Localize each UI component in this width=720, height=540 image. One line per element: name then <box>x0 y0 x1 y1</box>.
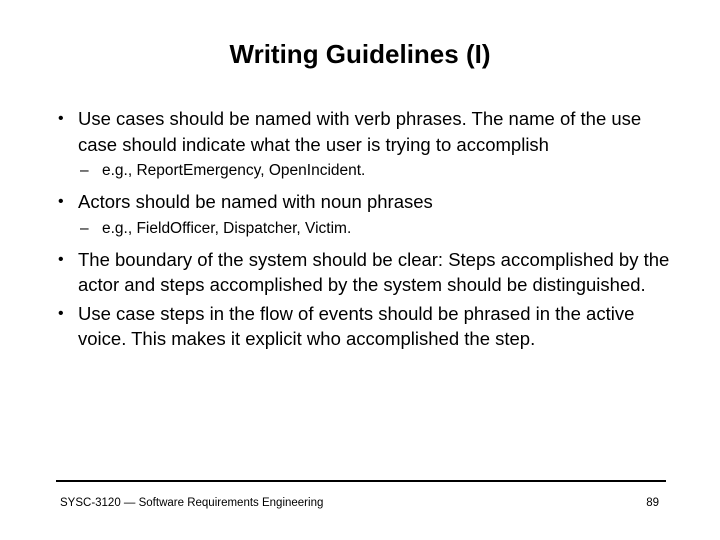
footer-course-label: SYSC-3120 — Software Requirements Engineering <box>60 497 324 509</box>
slide-content <box>58 106 670 352</box>
footer-divider <box>56 480 666 482</box>
bullet-item <box>58 247 670 298</box>
bullet-item <box>58 106 670 157</box>
bullet-marker: • <box>58 250 64 268</box>
sub-bullet-text: e.g., ReportEmergency, OpenIncident. <box>102 162 366 179</box>
slide-title: Writing Guidelines (I) <box>229 39 491 69</box>
bullet-marker: • <box>58 193 64 210</box>
sub-bullet-item <box>58 218 670 240</box>
bullet-marker: • <box>58 110 64 127</box>
sub-bullet-text: e.g., FieldOfficer, Dispatcher, Victim. <box>102 219 352 237</box>
bullet-text: Use case steps in the flow of events should be phrased in the active voice. This makes it explicit who accomplished the step. <box>78 302 635 349</box>
bullet-text: Use cases should be named with verb phrases. The name of the use case should indicate what the user is trying to accomplish <box>78 108 642 155</box>
bullet-item <box>58 301 670 352</box>
sub-bullet-marker: – <box>80 162 89 179</box>
bullet-text: Actors should be named with noun phrases <box>78 191 433 212</box>
bullet-marker: • <box>58 304 64 322</box>
bullet-item <box>58 189 670 215</box>
page-number: 89 <box>646 497 659 509</box>
bullet-text: The boundary of the system should be clear: Steps accomplished by the actor and steps accomplished by the system should be distinguished. <box>78 248 670 295</box>
sub-bullet-marker: – <box>80 219 89 237</box>
sub-bullet-item <box>58 160 670 182</box>
